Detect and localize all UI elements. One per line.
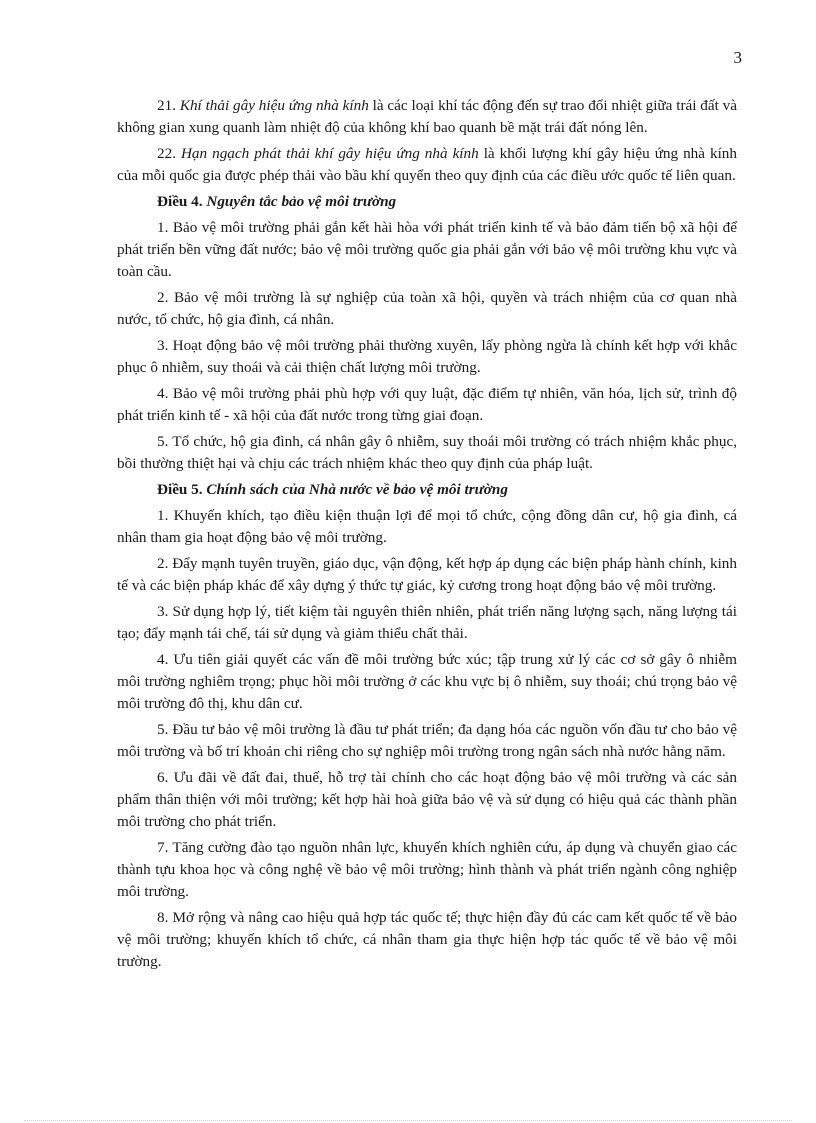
clause-text: là khối lượng khí gây hiệu ứng nhà kính của mỗi quốc gia được phép thải vào bầu khí quyển theo quy định của các điều ước quốc tế liên quan. (117, 145, 737, 184)
clause-number: 21. (157, 97, 176, 114)
article-title: Nguyên tắc bảo vệ môi trường (206, 193, 397, 210)
clause-paragraph (117, 719, 737, 763)
clause-paragraph (117, 287, 737, 331)
clause-paragraph (117, 383, 737, 427)
page-bottom-divider (24, 1120, 792, 1121)
document-body (117, 95, 737, 977)
clause-text: 4. Bảo vệ môi trường phải phù hợp với quy luật, đặc điểm tự nhiên, văn hóa, lịch sử, trình độ phát triển kinh tế - xã hội của đất nước trong từng giai đoạn. (117, 385, 737, 424)
clause-text: 4. Ưu tiên giải quyết các vấn đề môi trường bức xúc; tập trung xử lý các cơ sở gây ô nhiễm môi trường nghiêm trọng; phục hồi môi trường ở các khu vực bị ô nhiễm, suy thoái; chú trọng bảo vệ môi trường đô thị, khu dân cư. (117, 651, 737, 712)
article-title: Chính sách của Nhà nước về bảo vệ môi trường (206, 481, 508, 498)
clause-paragraph (117, 767, 737, 833)
defined-term: Hạn ngạch phát thải khí gây hiệu ứng nhà kính (180, 145, 479, 162)
clause-paragraph (117, 837, 737, 903)
clause-text: 3. Hoạt động bảo vệ môi trường phải thường xuyên, lấy phòng ngừa là chính kết hợp với khắc phục ô nhiễm, suy thoái và cải thiện chất lượng môi trường. (117, 337, 737, 376)
clause-text: 7. Tăng cường đào tạo nguồn nhân lực, khuyến khích nghiên cứu, áp dụng và chuyển giao các thành tựu khoa học và công nghệ về bảo vệ môi trường; hình thành và phát triển ngành công nghiệp môi trường. (117, 839, 737, 900)
clause-paragraph (117, 95, 737, 139)
clause-paragraph (117, 431, 737, 475)
page-number: 3 (733, 48, 742, 67)
clause-text: 1. Khuyến khích, tạo điều kiện thuận lợi để mọi tổ chức, cộng đồng dân cư, hộ gia đình, cá nhân tham gia hoạt động bảo vệ môi trường. (117, 507, 737, 546)
clause-number: 22. (157, 145, 176, 162)
clause-text: 3. Sử dụng hợp lý, tiết kiệm tài nguyên thiên nhiên, phát triển năng lượng sạch, năng lượng tái tạo; đẩy mạnh tái chế, tái sử dụng và giảm thiểu chất thải. (117, 603, 737, 642)
article-heading (117, 191, 737, 213)
clause-paragraph (117, 907, 737, 973)
clause-paragraph (117, 505, 737, 549)
defined-term: Khí thải gây hiệu ứng nhà kính (179, 97, 369, 114)
article-number: Điều 4. (157, 193, 203, 210)
clause-paragraph (117, 335, 737, 379)
clause-text: 1. Bảo vệ môi trường phải gắn kết hài hòa với phát triển kinh tế và bảo đảm tiến bộ xã hội để phát triển bền vững đất nước; bảo vệ môi trường quốc gia phải gắn với bảo vệ môi trường khu vực và toàn cầu. (117, 219, 737, 280)
clause-text: 5. Tổ chức, hộ gia đình, cá nhân gây ô nhiễm, suy thoái môi trường có trách nhiệm khắc phục, bồi thường thiệt hại và chịu các trách nhiệm khác theo quy định của pháp luật. (117, 433, 737, 472)
clause-text: 6. Ưu đãi về đất đai, thuế, hỗ trợ tài chính cho các hoạt động bảo vệ môi trường và các sản phẩm thân thiện với môi trường; kết hợp hài hoà giữa bảo vệ và sử dụng có hiệu quả các thành phần môi trường cho phát triển. (117, 769, 737, 830)
clause-paragraph (117, 217, 737, 283)
clause-text: 8. Mở rộng và nâng cao hiệu quả hợp tác quốc tế; thực hiện đầy đủ các cam kết quốc tế về bảo vệ môi trường; khuyến khích tổ chức, cá nhân tham gia thực hiện hợp tác quốc tế về bảo vệ môi trường. (117, 909, 737, 970)
clause-paragraph (117, 143, 737, 187)
clause-text: 5. Đầu tư bảo vệ môi trường là đầu tư phát triển; đa dạng hóa các nguồn vốn đầu tư cho bảo vệ môi trường và bố trí khoản chi riêng cho sự nghiệp môi trường trong ngân sách nhà nước hằng năm. (117, 721, 737, 760)
clause-text: 2. Đẩy mạnh tuyên truyền, giáo dục, vận động, kết hợp áp dụng các biện pháp hành chính, kinh tế và các biện pháp khác để xây dựng ý thức tự giác, kỷ cương trong hoạt động bảo vệ môi trường. (117, 555, 737, 594)
article-number: Điều 5. (157, 481, 203, 498)
clause-paragraph (117, 553, 737, 597)
clause-text: là các loại khí tác động đến sự trao đổi nhiệt giữa trái đất và không gian xung quanh làm nhiệt độ của không khí bao quanh bề mặt trái đất nóng lên. (117, 97, 738, 136)
clause-text: 2. Bảo vệ môi trường là sự nghiệp của toàn xã hội, quyền và trách nhiệm của cơ quan nhà nước, tổ chức, hộ gia đình, cá nhân. (117, 289, 737, 328)
article-heading (117, 479, 737, 501)
clause-paragraph (117, 649, 737, 715)
clause-paragraph (117, 601, 737, 645)
